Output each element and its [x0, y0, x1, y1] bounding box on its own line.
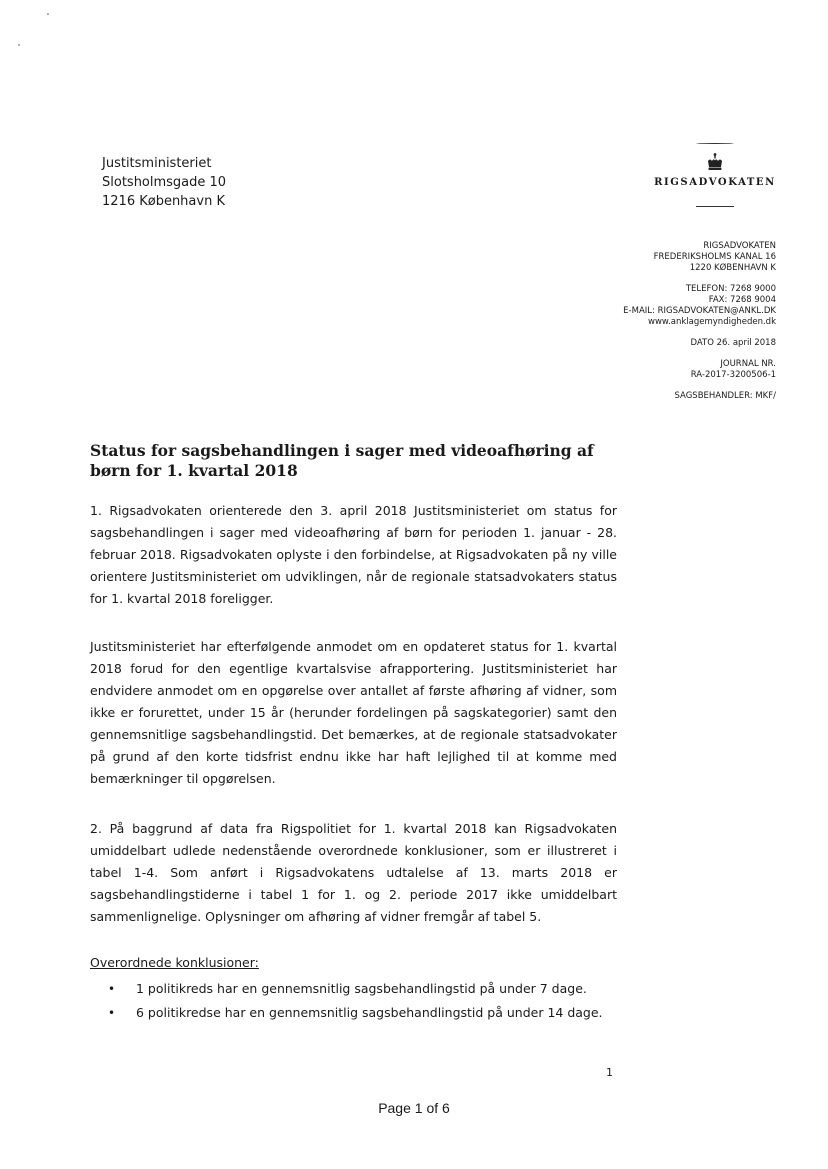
sender-email: E-MAIL: RIGSADVOKATEN@ANKL.DK — [623, 306, 776, 316]
scan-speck — [18, 44, 20, 46]
document-date: DATO 26. april 2018 — [690, 338, 776, 348]
sender-address-line: 1220 KØBENHAVN K — [689, 263, 776, 273]
paragraph: 2. På baggrund af data fra Rigspolitiet for 1. kvartal 2018 kan Rigsadvokaten umiddelbart udlede nedenstående overordnede konklusioner, som er illustreret i tabel 1-4. Som anført i Rigsadvokatens udtalelse af 13. marts 2018 er sagsbehandlingstiderne i tabel 1 for 1. og 2. periode 2017 ikke umiddelbart sammenlignelige. Oplysninger om afhøring af vidner fremgår af tabel 5. — [90, 821, 617, 924]
sender-fax: FAX: 7268 9004 — [708, 295, 776, 305]
journal-block — [623, 359, 776, 381]
logo-name: RIGSADVOKATEN — [654, 177, 776, 188]
logo-rule-top — [696, 143, 734, 145]
rigsadvokaten-logo — [650, 140, 780, 210]
list-item — [108, 1001, 603, 1025]
logo-rule-bottom — [696, 206, 734, 208]
list-item-text: 6 politikredse har en gennemsnitlig sagsbehandlingstid på under 14 dage. — [136, 1005, 603, 1020]
sender-address — [623, 241, 776, 274]
crown-icon — [705, 152, 725, 172]
case-handler: SAGSBEHANDLER: MKF/ — [674, 391, 776, 401]
paragraph: Justitsministeriet har efterfølgende anmodet om en opdateret status for 1. kvartal 2018 forud for den egentlige kvartalsvise afrapportering. Justitsministeriet har endvidere anmodet om en opgørelse over antallet af første afhøring af vidner, som ikke er forurettet, under 15 år (herunder fordelingen på sagskategorier) samt den gennemsnitlige sagsbehandlingstid. Det bemærkes, at de regionale statsadvokater på grund af den korte tidsfrist endnu ikke har haft lejlighed til at komme med bemærkninger til opgørelsen. — [90, 639, 617, 786]
scan-speck — [47, 13, 49, 15]
journal-number: RA-2017-3200506-1 — [690, 370, 776, 380]
page-footer: Page 1 of 6 — [378, 1100, 450, 1116]
recipient-line: Justitsministeriet — [102, 156, 212, 171]
sender-address-line: RIGSADVOKATEN — [703, 241, 776, 251]
list-item — [108, 977, 603, 1001]
sender-phone: TELEFON: 7268 9000 — [685, 284, 776, 294]
bullet-icon: • — [108, 1006, 116, 1020]
bullet-icon: • — [108, 982, 116, 996]
paragraph: 1. Rigsadvokaten orienterede den 3. april 2018 Justitsministeriet om status for sagsbehandlingen i sager med videoafhøring af børn for perioden 1. januar - 28. februar 2018. Rigsadvokaten oplyste i den forbindelse, at Rigsadvokaten på ny ville orientere Justitsministeriet om udviklingen, når de regionale statsadvokaters status for 1. kvartal 2018 foreligger. — [90, 503, 617, 606]
sender-details — [623, 241, 776, 402]
recipient-address — [102, 154, 226, 211]
page-number: 1 — [606, 1066, 613, 1079]
recipient-line: Slotsholmsgade 10 — [102, 175, 227, 190]
sender-contact — [623, 284, 776, 328]
document-title: Status for sagsbehandlingen i sager med videoafhøring af børn for 1. kvartal 2018 — [90, 441, 594, 480]
conclusions-heading: Overordnede konklusioner: — [90, 955, 259, 970]
recipient-line: 1216 København K — [102, 194, 225, 209]
sender-website: www.anklagemyndigheden.dk — [648, 317, 776, 327]
conclusions-list — [108, 977, 603, 1025]
journal-label: JOURNAL NR. — [720, 359, 776, 369]
sender-address-line: FREDERIKSHOLMS KANAL 16 — [653, 252, 776, 262]
list-item-text: 1 politikreds har en gennemsnitlig sagsbehandlingstid på under 7 dage. — [136, 981, 587, 996]
